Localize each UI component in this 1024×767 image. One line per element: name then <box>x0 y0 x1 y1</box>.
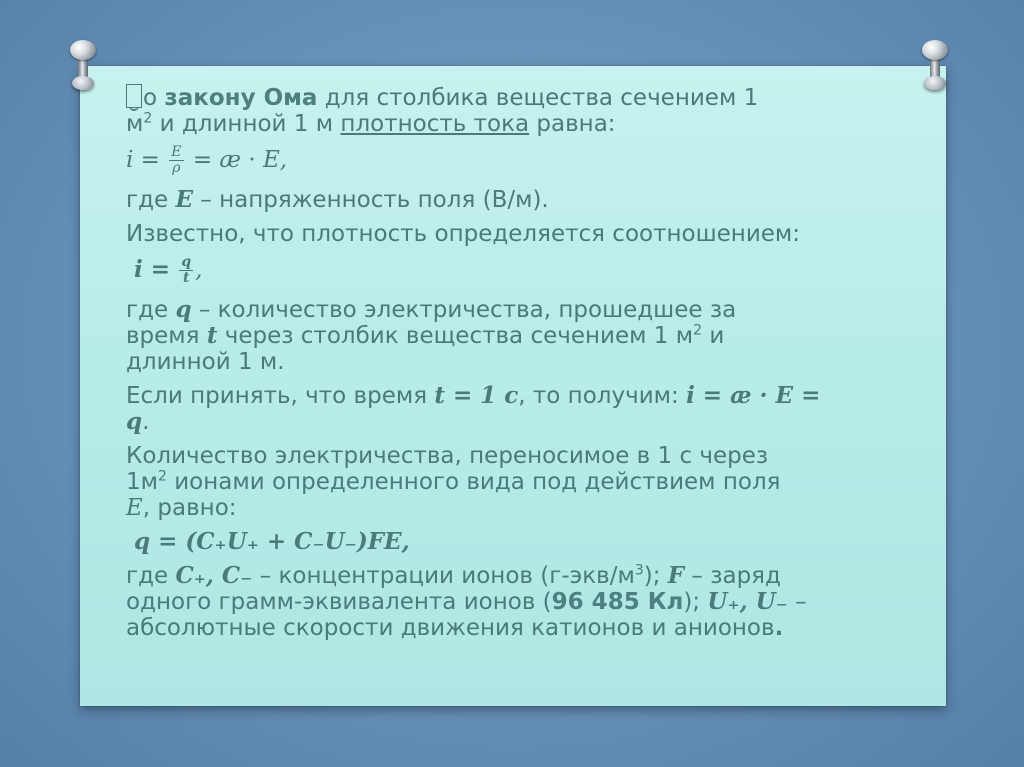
paragraph-time-assumption: Если принять, что время t = 1 с, то получим: i = æ · E = q. <box>126 382 821 435</box>
bullet-icon <box>126 84 142 108</box>
paragraph-ion-charge: Количество электричества, переносимое в 1 с через $1м^2$ ионами определенного вида под действием поля E, равно: <box>126 443 781 521</box>
fraction-q-over-t: $\frac{q}{t}$ <box>181 254 192 286</box>
paragraph-field-strength: где E – напряженность поля (В/м). <box>126 186 549 213</box>
paragraph-definitions: где C₊, C₋ – концентрации ионов $(г-экв/м^3)$; F – заряд одного грамм-эквивалента ионов (96 485 Кл); U₊, U₋ – абсолютные скорости движения катионов и анионов. <box>126 562 807 641</box>
pushpin-left-icon <box>70 40 96 94</box>
paragraph-density-relation: Известно, что плотность определяется соотношением: <box>126 221 801 247</box>
formula-ohm: i = $\frac{E}{\rho}$ = æ · E, <box>126 144 288 176</box>
faraday-constant: 96 485 Кл <box>551 589 684 615</box>
paragraph-charge: где q – количество электричества, прошедшее за время t через столбик вещества сечением 1 $м^2$ и длинной 1 м. <box>126 296 737 375</box>
slide-text <box>126 84 926 641</box>
formula-charge: q = (C₊U₊ + C₋U₋)FE, <box>134 528 410 555</box>
current-density-term: плотность тока <box>340 111 530 137</box>
paragraph-ohms-law: о закону Ома для столбика вещества сечением 1 $м^2$ и длинной 1 м плотность тока равна: <box>126 85 759 137</box>
fraction-e-over-rho: $\frac{E}{\rho}$ <box>171 144 182 176</box>
formula-density: i = $\frac{q}{t}$ , <box>134 254 203 286</box>
ohms-law-term: закону Ома <box>164 85 318 111</box>
